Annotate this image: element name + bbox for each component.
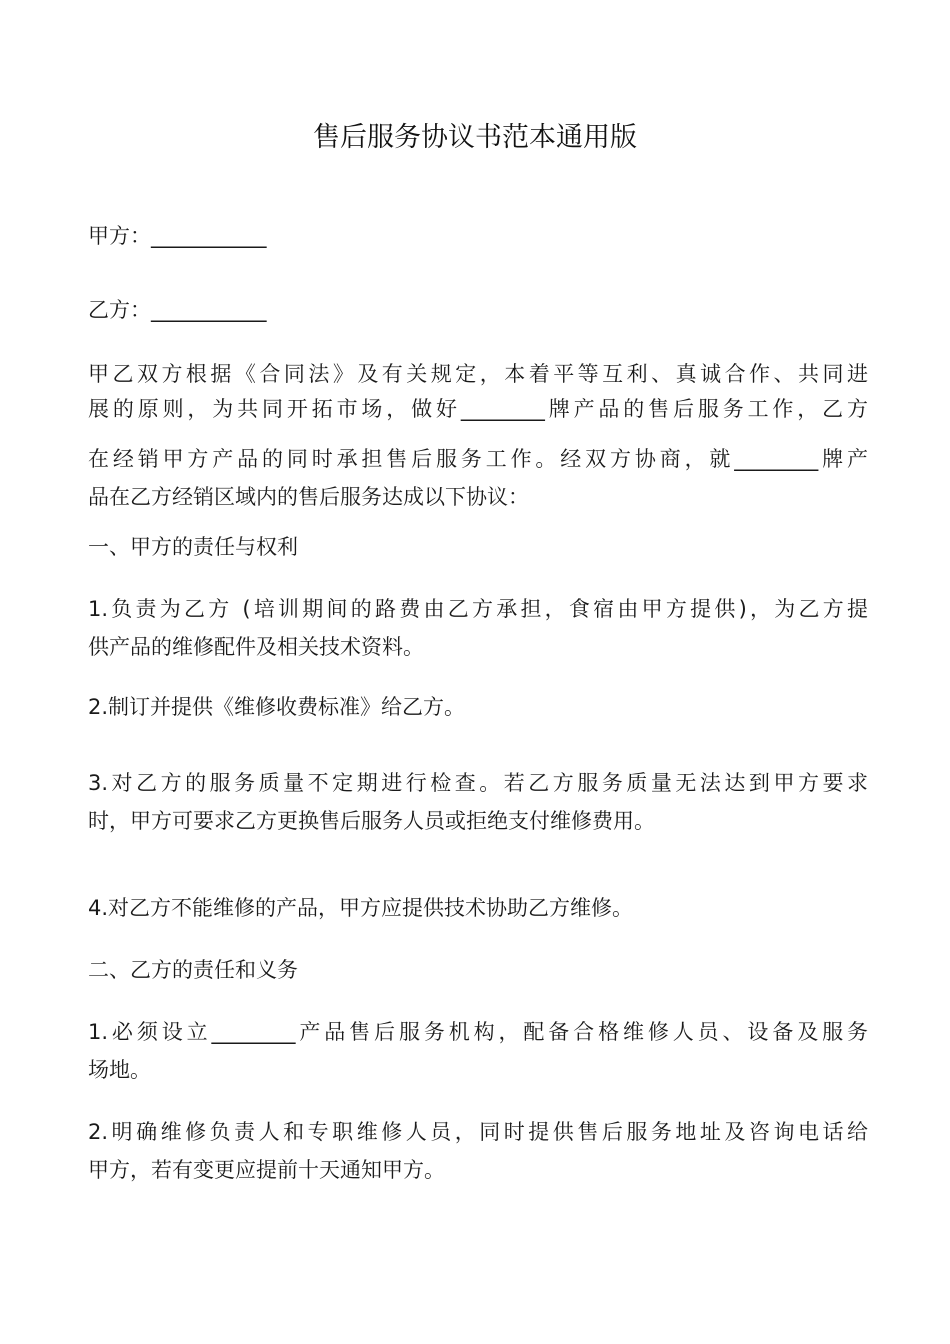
section1-heading: 一、甲方的责任与权利 bbox=[88, 535, 298, 559]
section1-item2: 2.制订并提供《维修收费标准》给乙方。 bbox=[88, 695, 466, 719]
section2-item2-line: 2.明确维修负责人和专职维修人员，同时提供售后服务地址及咨询电话给 bbox=[88, 1120, 868, 1144]
section2-heading: 二、乙方的责任和义务 bbox=[88, 958, 298, 982]
intro-line: 甲乙双方根据《合同法》及有关规定，本着平等互利、真诚合作、共同进 bbox=[88, 362, 868, 386]
section1-item1-line: 供产品的维修配件及相关技术资料。 bbox=[88, 635, 424, 659]
document-title: 售后服务协议书范本通用版 bbox=[313, 122, 637, 153]
intro-line: 品在乙方经销区域内的售后服务达成以下协议： bbox=[88, 485, 529, 509]
section1-item1-line: 1.负责为乙方 (培训期间的路费由乙方承担，食宿由甲方提供)，为乙方提 bbox=[88, 597, 868, 621]
intro-line: 展的原则，为共同开拓市场，做好________牌产品的售后服务工作，乙方 bbox=[88, 397, 868, 421]
party-b-line: 乙方：___________ bbox=[88, 298, 267, 322]
section2-item1-line: 场地。 bbox=[88, 1058, 151, 1082]
section2-item2-line: 甲方，若有变更应提前十天通知甲方。 bbox=[88, 1158, 445, 1182]
section1-item3-line: 时，甲方可要求乙方更换售后服务人员或拒绝支付维修费用。 bbox=[88, 809, 655, 833]
intro-line: 在经销甲方产品的同时承担售后服务工作。经双方协商，就________牌产 bbox=[88, 447, 868, 471]
section1-item4: 4.对乙方不能维修的产品，甲方应提供技术协助乙方维修。 bbox=[88, 896, 634, 920]
section1-item3-line: 3.对乙方的服务质量不定期进行检查。若乙方服务质量无法达到甲方要求 bbox=[88, 771, 868, 795]
party-a-line: 甲方：___________ bbox=[88, 224, 267, 248]
section2-item1-line: 1.必须设立________产品售后服务机构，配备合格维修人员、设备及服务 bbox=[88, 1020, 868, 1044]
